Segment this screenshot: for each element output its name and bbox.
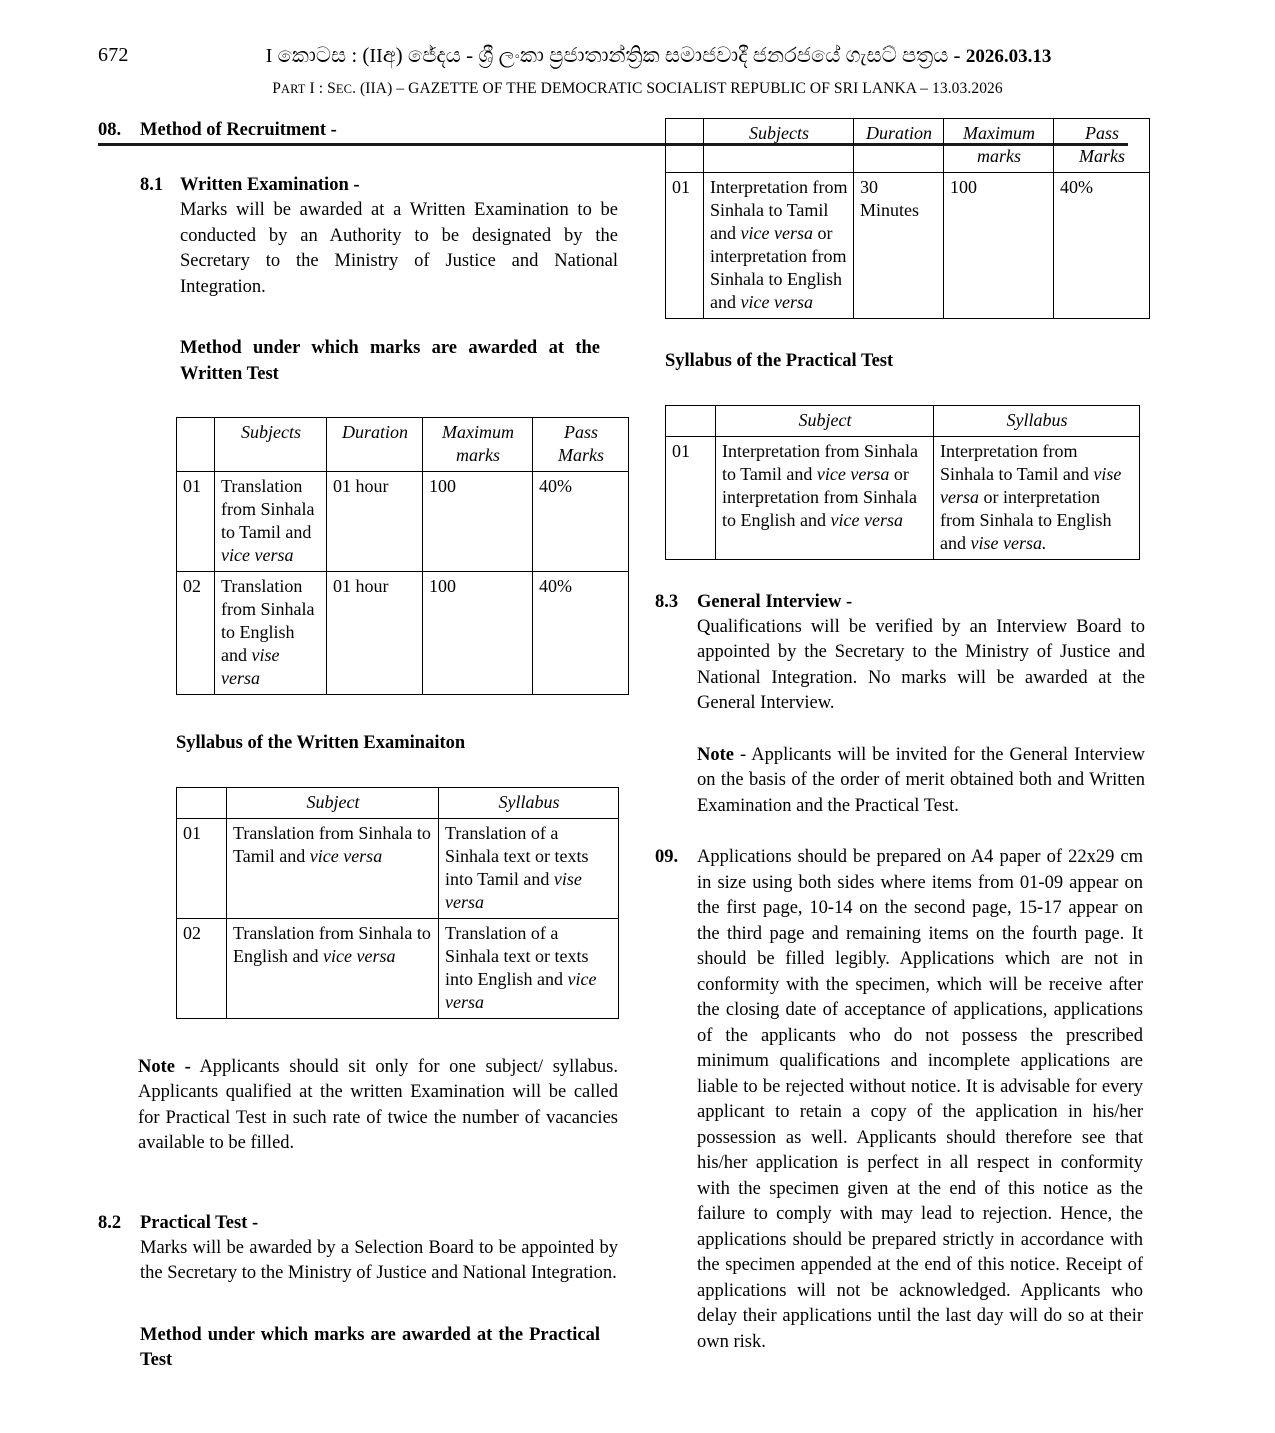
row-index: 02 bbox=[177, 918, 227, 1018]
table-row bbox=[666, 173, 1150, 319]
row-subject-plain: Translation from Sinhala to English and bbox=[233, 922, 431, 966]
row-subject-italic-2: vice versa bbox=[740, 292, 813, 312]
section-83-number: 8.3 bbox=[655, 591, 679, 612]
masthead-date: 2026.03.13 bbox=[965, 46, 1052, 67]
row-subject-plain-2: or interpretation from Sinhala to English and bbox=[722, 463, 917, 530]
row-syllabus-plain-1: Interpretation from Sinhala to Tamil and bbox=[940, 440, 1094, 484]
masthead-roman-one: I bbox=[265, 45, 273, 67]
section-83-body: Qualifications will be verified by an Interview Board to appointed by the Secretary to the Ministry of Justice and National Integration. No marks will be awarded at the General Interview. bbox=[697, 616, 1145, 713]
row-subject bbox=[227, 918, 439, 1018]
section-09 bbox=[655, 845, 1145, 1355]
section-82-heading bbox=[98, 1211, 618, 1236]
section-09-number: 09. bbox=[655, 847, 679, 867]
row-syllabus-plain: Translation of a Sinhala text or texts into Tamil and bbox=[445, 822, 589, 889]
col-header-maximum-line1: Maximum bbox=[963, 123, 1035, 143]
practical-syllabus-heading: Syllabus of the Practical Test bbox=[665, 351, 894, 371]
page-masthead bbox=[0, 40, 1275, 98]
row-pass: 40% bbox=[1054, 173, 1150, 319]
row-subject-italic-2: vice versa bbox=[830, 509, 903, 530]
section-08-number: 08. bbox=[98, 120, 122, 140]
row-index: 01 bbox=[666, 436, 716, 559]
written-syllabus-table bbox=[176, 787, 619, 1019]
row-pass: 40% bbox=[533, 572, 629, 695]
row-syllabus-italic-1: vise versa bbox=[940, 463, 1122, 507]
row-index: 01 bbox=[177, 472, 215, 572]
section-08-title: Method of Recruitment - bbox=[140, 120, 337, 140]
row-subject-italic: vice versa bbox=[309, 845, 383, 866]
written-marks-table-wrapper bbox=[176, 417, 604, 695]
section-09-body: Applications should be prepared on A4 paper of 22x29 cm in size using both sides where items from 01-09 appear on the first page, 10-14 on the second page, 15-17 appear on the third page and remaining items on the fourth page. It should be filled legibly. Applications which are not in conformity with the specimen, which will be receive after the closing date of acceptance of applications, applications of the applicants who do not possess the prescribed minimum qualifications and incomplete applications are liable to be rejected without notice. It is advisable for every applicant to retain a copy of the application in his/her possession as well. Applicants should therefore see that his/her application is perfect in all respect in conformity with the specimen given at the end of this notice as the failure to comply with may lead to rejection. Hence, the applications should be prepared strictly in accordance with the specimen appended at the end of this notice. Receipt of applications will not be acknowledged. Applicants who delay their applications until the last day will do so at their own risk. bbox=[697, 847, 1143, 1352]
section-81-body: Marks will be awarded at a Written Examination to be conducted by an Authority to be designated by the Secretary to the Ministry of Justice and National Integration. bbox=[180, 200, 618, 297]
row-subject-plain: Translation from Sinhala to Tamil and bbox=[221, 476, 315, 542]
col-header-maximum-line1: Maximum bbox=[442, 422, 514, 442]
interview-note bbox=[697, 743, 1145, 820]
written-note-body: Applicants should sit only for one subject/ syllabus. Applicants qualified at the written Examination will be called for Practical Test in such rate of twice the number of vacancies available to be filled. bbox=[138, 1056, 618, 1153]
section-82-body: Marks will be awarded by a Selection Board to be appointed by the Secretary to the Ministry of Justice and National Integration. bbox=[140, 1237, 618, 1283]
row-maximum: 100 bbox=[423, 472, 533, 572]
interview-note-body: - Applicants will be invited for the General Interview on the basis of the order of merit obtained both and Written Examination and the Practical Test. bbox=[697, 744, 1145, 816]
row-syllabus-plain-2: or interpretation from Sinhala to English and bbox=[940, 486, 1112, 553]
practical-marks-table bbox=[665, 118, 1150, 319]
row-syllabus bbox=[934, 436, 1140, 559]
table-header-row bbox=[177, 787, 619, 818]
written-note bbox=[138, 1055, 618, 1157]
row-subject-plain-1: Interpretation from Sinhala to Tamil and bbox=[710, 177, 848, 243]
section-08-heading bbox=[98, 118, 618, 143]
masthead-sec-rest: EC bbox=[335, 82, 353, 96]
col-header-pass-marks bbox=[533, 418, 629, 472]
table-row bbox=[666, 436, 1140, 559]
col-header-pass-line2: Marks bbox=[558, 445, 604, 465]
interview-note-label: Note bbox=[697, 744, 734, 765]
table-header-row bbox=[666, 405, 1140, 436]
col-header-maximum-marks bbox=[423, 418, 533, 472]
page-number: 672 bbox=[98, 44, 129, 66]
row-subject bbox=[704, 173, 854, 319]
written-marks-heading: Method under which marks are awarded at the Written Test bbox=[180, 338, 600, 384]
masthead-sinhala-title bbox=[0, 40, 1275, 72]
row-syllabus bbox=[439, 818, 619, 918]
row-index: 01 bbox=[666, 173, 704, 319]
row-syllabus-italic-2: vise versa. bbox=[970, 532, 1047, 553]
table-header-row bbox=[666, 119, 1150, 173]
table-row bbox=[177, 918, 619, 1018]
row-subject-italic-1: vice versa bbox=[740, 223, 813, 243]
col-header-subject: Subject bbox=[716, 405, 934, 436]
row-maximum: 100 bbox=[944, 173, 1054, 319]
row-syllabus-italic: vice versa bbox=[445, 968, 597, 1012]
section-81-title: Written Examination - bbox=[180, 175, 360, 195]
written-note-label: Note - bbox=[138, 1056, 191, 1077]
row-index: 01 bbox=[177, 818, 227, 918]
row-subject bbox=[227, 818, 439, 918]
row-duration: 01 hour bbox=[327, 572, 423, 695]
row-duration: 01 hour bbox=[327, 472, 423, 572]
col-header-subjects: Subjects bbox=[215, 418, 327, 472]
row-subject-plain: Translation from Sinhala to English and bbox=[221, 576, 315, 665]
section-82-number: 8.2 bbox=[98, 1212, 122, 1233]
written-marks-table bbox=[176, 417, 629, 695]
right-column bbox=[655, 118, 1145, 1355]
row-subject bbox=[716, 436, 934, 559]
col-header-index bbox=[177, 787, 227, 818]
col-header-pass-line2: Marks bbox=[1079, 146, 1125, 166]
section-81-heading bbox=[140, 173, 618, 198]
table-header-row bbox=[177, 418, 629, 472]
table-row bbox=[177, 572, 629, 695]
section-82-title: Practical Test - bbox=[140, 1212, 259, 1233]
row-maximum: 100 bbox=[423, 572, 533, 695]
col-header-syllabus: Syllabus bbox=[439, 787, 619, 818]
section-81-number: 8.1 bbox=[140, 175, 164, 195]
row-subject-italic: vice versa bbox=[221, 545, 294, 565]
left-column bbox=[98, 118, 618, 1374]
col-header-syllabus: Syllabus bbox=[934, 405, 1140, 436]
col-header-maximum-line2: marks bbox=[977, 146, 1021, 166]
col-header-subjects: Subjects bbox=[704, 119, 854, 173]
masthead-roman-one-en: I : bbox=[305, 80, 328, 97]
masthead-roman-two: II bbox=[369, 45, 383, 67]
row-pass: 40% bbox=[533, 472, 629, 572]
row-subject-italic: vice versa bbox=[323, 945, 396, 966]
practical-marks-table-wrapper bbox=[665, 118, 1125, 319]
masthead-sinhala-segment-2: අ) ජේදය - ශ්‍රී ලංකා ප්‍රජාතාන්ත්‍රික සමාජවාදී ජනරජයේ ගැසට් පත්‍රය - bbox=[382, 43, 966, 67]
col-header-pass-line1: Pass bbox=[563, 422, 598, 442]
col-header-index bbox=[177, 418, 215, 472]
row-subject-plain-2: or interpretation from Sinhala to English and bbox=[710, 223, 847, 312]
written-syllabus-heading: Syllabus of the Written Examinaiton bbox=[176, 733, 466, 753]
masthead-sec-capital: S bbox=[327, 80, 336, 97]
written-syllabus-table-wrapper bbox=[176, 787, 597, 1019]
table-row bbox=[177, 818, 619, 918]
row-subject-plain: Translation from Sinhala to Tamil and bbox=[233, 822, 431, 866]
masthead-english-title bbox=[0, 80, 1275, 98]
masthead-english-tail: . (IIA) – GAZETTE OF THE DEMOCRATIC SOCIALIST REPUBLIC OF SRI LANKA – 13.03.2026 bbox=[352, 80, 1003, 97]
col-header-duration: Duration bbox=[854, 119, 944, 173]
row-duration: 30 Minutes bbox=[854, 173, 944, 319]
row-subject-plain-1: Interpretation from Sinhala to Tamil and bbox=[722, 440, 918, 484]
row-subject bbox=[215, 572, 327, 695]
col-header-duration: Duration bbox=[327, 418, 423, 472]
section-83-heading bbox=[655, 590, 1145, 615]
col-header-pass-line1: Pass bbox=[1084, 123, 1119, 143]
col-header-pass-marks bbox=[1054, 119, 1150, 173]
col-header-maximum-line2: marks bbox=[456, 445, 500, 465]
masthead-part-capital: P bbox=[272, 80, 281, 97]
practical-syllabus-table bbox=[665, 405, 1140, 560]
row-syllabus bbox=[439, 918, 619, 1018]
masthead-sinhala-segment-1: කොටස : ( bbox=[277, 43, 370, 67]
row-subject-italic-1: vice versa bbox=[816, 463, 890, 484]
row-subject bbox=[215, 472, 327, 572]
section-83-title: General Interview - bbox=[697, 591, 853, 612]
row-index: 02 bbox=[177, 572, 215, 695]
col-header-subject: Subject bbox=[227, 787, 439, 818]
col-header-index bbox=[666, 405, 716, 436]
row-subject-italic: vise versa bbox=[221, 645, 280, 688]
practical-syllabus-table-wrapper bbox=[665, 405, 1125, 560]
row-syllabus-plain: Translation of a Sinhala text or texts into English and bbox=[445, 922, 589, 989]
practical-marks-heading: Method under which marks are awarded at the Practical Test bbox=[140, 1324, 600, 1370]
table-row bbox=[177, 472, 629, 572]
col-header-maximum-marks bbox=[944, 119, 1054, 173]
masthead-part-rest: ART bbox=[280, 82, 306, 96]
col-header-index bbox=[666, 119, 704, 173]
row-syllabus-italic: vise versa bbox=[445, 868, 582, 912]
